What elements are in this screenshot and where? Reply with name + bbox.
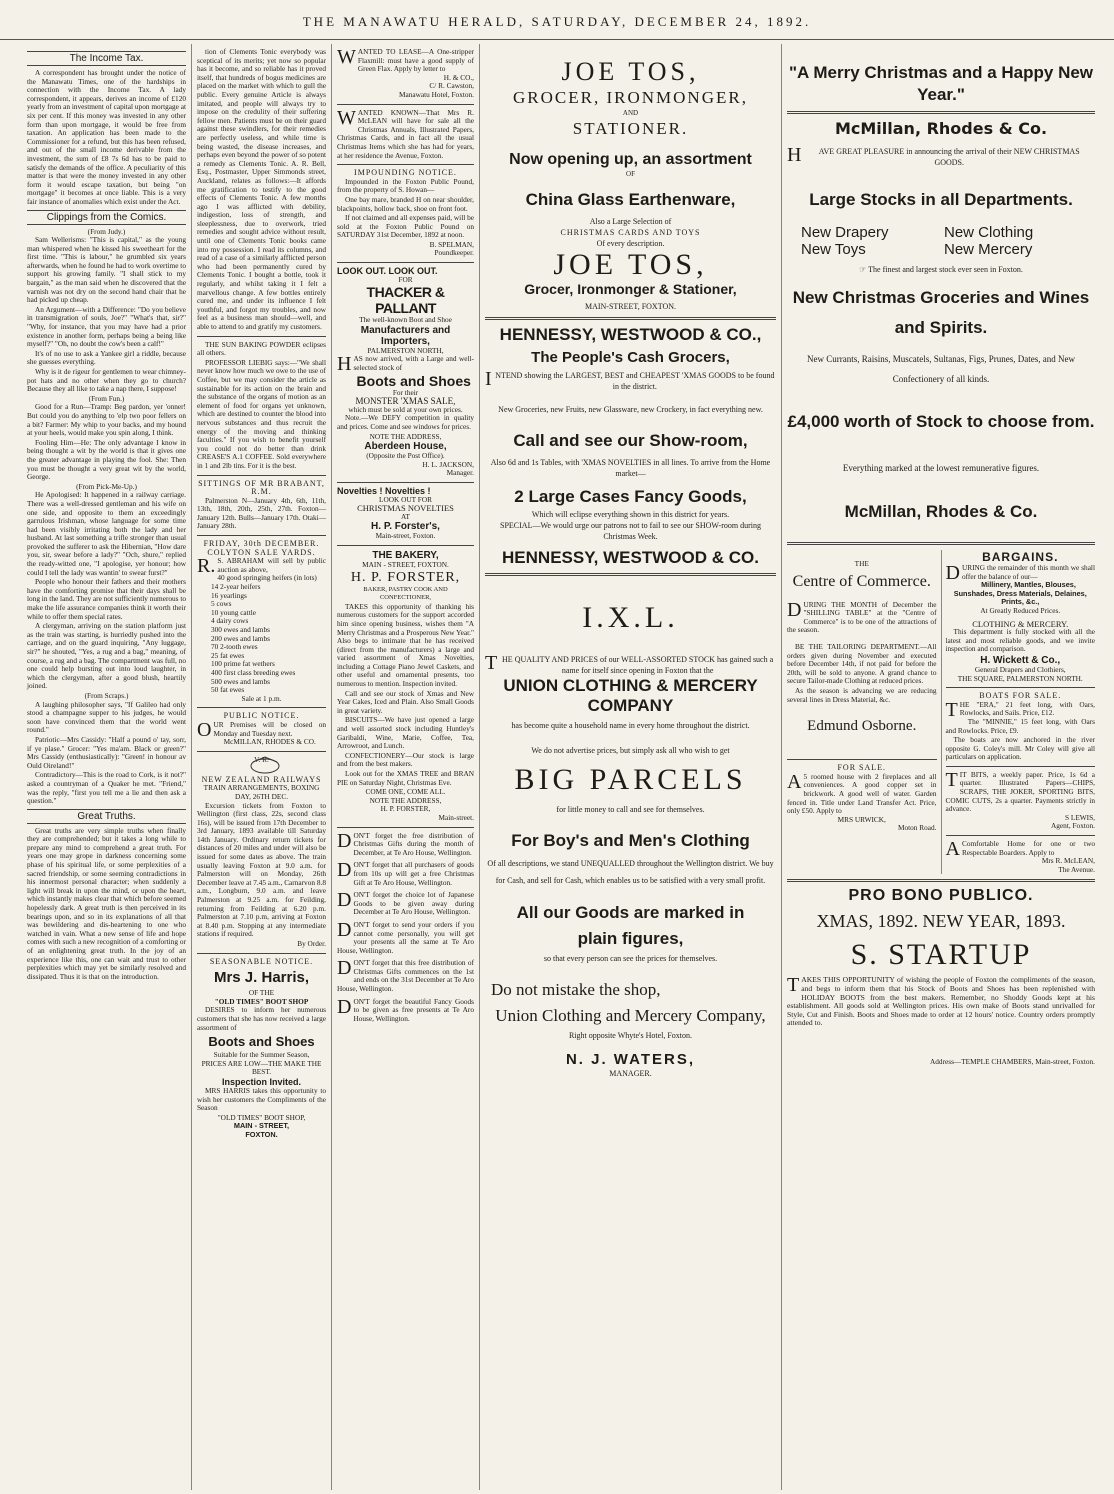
every-description: Of every description. [596, 239, 665, 248]
joe-tos-address: MAIN-STREET, FOXTON. [584, 302, 677, 311]
income-tax-title: The Income Tax. [27, 51, 186, 66]
forster-body: TAKES this opportunity of thanking his numerous customers for the support accorded him since opening business, wishes them "A Merry Christmas and a Prosperous New Year." Also begs to intimate that he has received (direct from the manufacturers) a large and varied assortment of Xmas Novelties, including a Cottage Piano Jewel Caskets, and other useful and ornamental presents, too numerous to mention. Inspection invited. Call and see our stock of Xmas and New Year Cakes, Iced and Plain. Also Small Goods in great variety. BISCUITS—We have just opened a large and well assorted stock including Huntley's Garibaldi, Wine, Marie, Coffee, Tea, Arrowroot, and Lunch. CONFECTIONERY—Our stock is large and from the best makers. Look out for the XMAS TREE and BRAN PIE on Saturday Night, Christmas Eve. [337, 601, 474, 787]
forster-name-2: H. P. FORSTER, [380, 804, 431, 814]
sale-date: FRIDAY, 30th DECEMBER. [203, 539, 320, 549]
column-2 [192, 44, 332, 1490]
mrs-urwick: MRS URWICK, [837, 814, 886, 824]
christmas-cards-toys: CHRISTMAS CARDS AND TOYS [560, 228, 701, 237]
look-out-for: FOR [398, 274, 413, 284]
mcmillan-title: McMillan, Rhodes & Co. [834, 119, 1048, 138]
clothing-body: This department is fully stocked with all the latest and most reliable goods, and we invite inspection and comparison. [945, 627, 1095, 654]
railways-subtitle: TRAIN ARRANGEMENTS, BOXING DAY, 26TH DEC. [203, 783, 320, 801]
wanted-lease-signature: H. & CO., C/ R. Cawston, Manawatu Hotel, Foxton. [399, 72, 474, 99]
stock-list: 40 good springing heifers (in lots) 14 2-year heifers 16 yearlings 5 cows 10 young cattle 4 dairy cows 300 ewes and lambs 200 ewes and lambs 70 2-tooth ewes 25 fat ewes 100 prime fat wethers 400 first class breeding ewes 500 ewes and lambs 50 fat ewes [211, 573, 317, 695]
boats-title: BOATS FOR SALE. [979, 691, 1062, 701]
railways-by-order: By Order. [297, 939, 326, 948]
grocer-ironmonger-2: Grocer, Ironmonger & Stationer, [524, 281, 737, 297]
edmund-osborne: Edmund Osborne. [807, 718, 917, 735]
right-opposite: Right opposite Whyte's Hotel, Foxton. [568, 1031, 693, 1040]
bakery-title: THE BAKERY, [372, 549, 439, 561]
clements-tonic-ad: tion of Clements Tonic everybody was sceptical of its merits; yet now so popular has it become, and so reliable has it proved itself, that hundreds of bogus medicines are placed on the market with which to gull the public. Every genuine Article is always imitated, and people will always try to impose on the credulity of their suffering fellow men. Patients must be on their guard against these swindlers, for their remedies are perfectly useless, and while time is being wasted, the disease increases, and perhaps even beyond the power of so potent a remedy as Clements Tonic. A. R. Bell, Esq., Postmaster, Upper Simmonds street, Auckland, relates as follows:—It affords me gratification to testify to the good effects of Clements Tonic. A few months ago I was afflicted with debility, indigestion, loss of strength, and sleeplessness, due to overwork, tried remedies and sought advice without result, until one of Clements Tonic books came into my possession. I read its columns, and read of a case of a similarly afflicted person who had been permanently cured by Clements Tonic. I bought a bottle, took it regularly, and whilst taking it I felt a marvellous change. A few bottles entirely cured me, and under its influence I felt youthful, and forgot my troubles, and now feel as a business man should—well, and able to attend to and gratify my customers. [197, 47, 326, 331]
china-glass: China Glass Earthenware, [525, 190, 736, 209]
te-aro-ad: DON'T forget the free distribution of Christmas Gifts during the month of December, at Te Aro House, Wellington. [337, 829, 474, 857]
jackson-signature: H. L. JACKSON, Manager. [422, 459, 474, 478]
thacker-monster-sale: MONSTER 'XMAS SALE, [355, 396, 456, 407]
ixl-quality: THE QUALITY AND PRICES of our WELL-ASSORTED STOCK has gained such a name for itself since opening in Foxton that the [485, 652, 774, 675]
seasonable-notice: SEASONABLE NOTICE. [209, 956, 314, 966]
little-money: for little money to call and see for themselves. [556, 805, 705, 814]
union-company-2: Union Clothing and Mercery Company, [495, 1006, 766, 1025]
four-thousand-stock: £4,000 worth of Stock to choose from. [787, 412, 1095, 431]
te-aro-ad: DON'T forget the beautiful Fancy Goods to be given as free presents at Te Aro House, Wellington. [337, 995, 474, 1023]
prices-low: PRICES ARE LOW—THE MAKE THE BEST. [201, 1058, 322, 1077]
royal-crest: V. R. [197, 756, 326, 776]
old-times-shop-2: "OLD TIMES" BOOT SHOP, [217, 1112, 306, 1122]
lewis-signature: S LEWIS, Agent, Foxton. [1051, 812, 1095, 831]
thacker-body: HAS now arrived, with a Large and well-selected stock of [337, 353, 474, 376]
stationer: STATIONER. [572, 119, 689, 138]
novelties-heading: Novelties ! Novelties ! [337, 485, 431, 496]
wanted-known-ad: WANTED KNOWN—That Mrs R. McLEAN will have for sale all the Christmas Annuals, Illustrated Papers, Christmas Cards, and in fact all the usual Christmas Items which she has had for years, at her residence the Avenue, Foxton. [337, 106, 474, 160]
joe-tos-title: JOE TOS, [561, 57, 700, 86]
the-square: THE SQUARE, PALMERSTON NORTH. [957, 673, 1083, 683]
te-aro-ad: DON'T forget the choice lot of Japanese Goods to be given away during December at Te Aro House, Wellington. [337, 889, 474, 917]
te-aro-ad: DON'T forget that all purchasers of goods from 10s up will get a free Christmas Gift at Te Aro House, Wellington. [337, 859, 474, 887]
peoples-cash-grocers: The People's Cash Grocers, [531, 349, 730, 366]
wanted-lease-ad: WANTED TO LEASE—A One-stripper Flaxmill: must have a good supply of Green Flax. Apply by letter to [337, 46, 474, 74]
no-advertise: We do not advertise prices, but simply ask all who wish to get [531, 746, 730, 755]
startup-address: Address—TEMPLE CHAMBERS, Main-street, Foxton. [930, 1056, 1095, 1066]
income-tax-article: A correspondent has brought under the notice of the Manawatu Times, one of the hardships in connection with the Income Tax. A lady correspondent, it appears, derives an income of £120 yearly from an investment of capital upon mortgage at six per cent. If this money was invested in any other form than upon mortgage, it would be free from taxation. An application has been made to the Commissioner for a refund, but this has been refused, and out of the small income derivable from the investment, the sum of £8 7s 6d has to be paid to satisfy the demands of the office. A peculiarity of this matter is that were the money invested in any other form it would escape taxation, but being "on mortgage" it becomes at once liable. This is a very fair instance of anomalies which exist under the Act. [27, 68, 186, 206]
harris-street: MAIN - STREET, [233, 1121, 290, 1131]
source-judy: (From Judy.) [87, 226, 126, 236]
great-truths-article: Great truths are very simple truths when finally they are comprehended; but it takes a long while to prepare any mind to comprehend a great truth. For years one may grope in darkness concerning some phase of his spiritual life, or some perplexities of a sacred friendship, or some seeming contradictions in his innermost personal character; when suddenly a light will break in upon the mind, or upon the heart, which instantly makes clear that which before seemed hopelessly dark. A great truth is then perceived in its bearings upon, and so in its explanations of all that was bewildering and dis-heartening to one who watched in vain. What a new sense of life and hope comes with such a new recognition of a comforting or of an enlightening great truth. In the joy of an experience like this, one can wait and trust to other perplexities which may yet be similarly resolved and dissipated. Thus it is that on the introduction. [27, 825, 186, 981]
moton-road: Moton Road. [897, 823, 937, 833]
waters-manager: MANAGER. [609, 1069, 652, 1078]
look-out-for-2: LOOK OUT FOR [379, 494, 432, 504]
new-clothing: New Clothing [944, 224, 1034, 241]
colyton-sale-yards: COLYTON SALE YARDS. [207, 547, 316, 557]
column-5 [782, 44, 1100, 1490]
aberdeen-opposite: (Opposite the Post Office). [366, 451, 445, 461]
comics-article: Sam Wellerisms: "This is capital," as the young man whispered when he kissed his sweetheart for the first time. "This is labour," he grumbled six years afterwards, when he found he had to work overtime to support his growing family. "I shall stick to my bargain," as the man said when he discovered that the varnish was not dry on the second hand chair that he had picked up cheap. An Argument—with a Difference: "Do you believe in transmigration of souls, Joe?" "What's that, sir?" "Why, for instance, that you may have had a prior existence in another form, perhaps being a being like myself?" "Oh, no doubt the cow's been a calf!" It's of no use to ask a Yankee girl a riddle, because she guesses everything. Why is it de rigeur for gentlemen to wear chimney-pot hats and no other when they go to church? Because they all like to take a nap there, I suppose! (From Fun.) Good for a Run—Tramp: Beg pardon, yer 'onner! But could you do anything to 'elp two poor fellers on a bit? Farmer: My whip to your backs, and my hound at your heels, would make you spin along, I think. Fooling Him—He: The only advantage I know in being thought a wit by the world is that it gives one the greater advantage in playing the fool. She: Then you must be thought a very great wit by the world, George. (From Pick-Me-Up.) He Apologised: It happened in a railway carriage. There was a well-dressed gentleman and his wife on one side, and opposite to them an exceedingly garrulous Irishman, whose language for some time had been visibly irritating both the lady and her husband. At last something a trifle stronger than usual provoked the sufferer to ask the Hibernian, "How dare you, sir, swear before a lady?" "Och, shure," replied the ready-witted one, "I apologise, yer honour; how could I tell the lady was wantin' to swear furst?" People who honour their fathers and their mothers have the comforting promise that their days shall be long in the land. They are not sufficiently numerous to make the life assurance companies think it worth their while to offer them special rates. A clergyman, arriving on the station platform just as the train was starting, is hurriedly pushed into the carriage, and on the guard inquiring, "Any luggage, sir?" he shouted, "Yes, a rug and a bag," meaning, of course, a rug and a bag. The compartment was full, no one could help bursting out into loud laughter, in which the clergyman, after a good blush, heartily joined. (From Scraps.) A laughing philosopher says, "If Galileo had only stood a champagne supper to his judges, he would soon have convinced them that the world went round." Patriotic—Mrs Cassidy: "Half a pound o' tay, sorr, if ye plase." Grocer: "Yes ma'am. Black or green?" Mrs Cassidy (enthusiastically): "Green! in honour av Ould Oireland!" Contradictory—This is the road to Cork, is it not?" asked a countryman of a Quaker he met. "Friend," was the reply, "first you tell me a lie and then ask a question." [27, 235, 187, 806]
bargains-title: BARGAINS. [982, 550, 1059, 564]
special-notice: SPECIAL—We would urge our patrons not to fail to see our SHOW-room during Christmas Week. [500, 521, 761, 541]
comics-title: Clippings from the Comics. [27, 210, 186, 225]
household-name: has become quite a household name in every home throughout the district. [511, 721, 750, 730]
grocer-ironmonger: GROCER, IRONMONGER, [513, 88, 748, 107]
aberdeen-house: Aberdeen House, [364, 441, 447, 453]
wickett: H. Wickett & Co., [980, 654, 1061, 666]
crest-icon [247, 756, 283, 774]
and-word: AND [622, 109, 639, 117]
mcmillan-title-2: McMillan, Rhodes & Co. [844, 502, 1038, 521]
all-descriptions: Of all descriptions, we stand UNEQUALLED throughout the Wellington district. We buy for Cash, and sell for Cash, which enables us to be satisfied with a very small profit. [487, 859, 774, 885]
bakery-address: MAIN - STREET, FOXTON. [362, 559, 449, 569]
mclean-signature: Mrs R. McLEAN, The Avenue. [1041, 856, 1095, 874]
liebig-coffee-ad: PROFESSOR LIEBIG says:—"We shall never know how much we owe to the use of Coffee, but we may consider the article as sustainable for its action on the brain and the substance of the organs of motion as an element of food for organs yet unknown, which are destined to counter the blood into nervous substances and thus recruit the energy of the moving and thinking faculties." If you wish to benefit yourself you could not do better than drink CREASE'S A.1 COFFEE. Sold everywhere in 1 and 2lb tins. For it is the best. [197, 357, 326, 470]
merry-christmas: "A Merry Christmas and a Happy New Year." [788, 63, 1094, 104]
plain-figures: plain figures, [577, 929, 684, 948]
impounding-title: IMPOUNDING NOTICE. [354, 168, 457, 178]
thacker-pallant: THACKER & PALLANT [366, 284, 445, 317]
eclipse-everything: Which will eclipse everything shown in this district for years. [531, 510, 730, 519]
harris-body-2: MRS HARRIS takes this opportunity to wish her customers the Compliments of the Season [197, 1085, 326, 1113]
reduced-prices: At Greatly Reduced Prices. [980, 605, 1061, 615]
call-see-showroom: Call and see our Show-room, [513, 431, 748, 450]
departments [787, 224, 1095, 258]
masthead: THE MANAWATU HERALD, SATURDAY, DECEMBER 24, 1892. [0, 0, 1114, 40]
boys-mens-clothing: For Boy's and Men's Clothing [511, 831, 750, 850]
big-parcels: BIG PARCELS [514, 763, 747, 796]
sun-baking-powder-ad: THE SUN BAKING POWDER eclipses all others. [197, 339, 326, 358]
sale-time: Sale at 1 p.m. [241, 693, 282, 703]
public-notice-title: PUBLIC NOTICE. [223, 711, 300, 721]
marked-in: All our Goods are marked in [516, 903, 745, 922]
lowest-figures: Everything marked at the lowest remunerative figures. [842, 463, 1040, 473]
new-christmas-groceries: New Christmas Groceries and Wines and Spirits. [792, 288, 1090, 337]
union-clothing-title: UNION CLOTHING & MERCERY [503, 676, 758, 695]
have-great-pleasure: HAVE GREAT PLEASURE in announcing the arrival of their NEW CHRISTMAS GOODS. [787, 144, 1080, 167]
column-3 [332, 44, 480, 1490]
inspection-invited: Inspection Invited. [221, 1076, 301, 1087]
hennessy-title-2: HENNESSY, WESTWOOD & CO. [502, 548, 759, 567]
harris-body: DESIRES to inform her numerous customers that she has now received a large assortment of [197, 1005, 326, 1032]
forster-note-address: NOTE THE ADDRESS, [369, 795, 442, 805]
waters-name: N. J. WATERS, [565, 1051, 696, 1068]
bottom-ads [787, 550, 1095, 874]
new-toys: New Toys [801, 241, 866, 258]
startup-name: S. STARTUP [850, 938, 1032, 972]
great-truths-title: Great Truths. [27, 809, 186, 824]
harris-name: Mrs J. Harris, [213, 969, 310, 987]
of-word: OF [626, 170, 635, 178]
mcmillan-signature: McMILLAN, RHODES & CO. [223, 737, 316, 747]
new-drapery: New Drapery [801, 224, 889, 241]
centre-of-commerce: Centre of Commerce. [792, 572, 931, 590]
of-the: OF THE [248, 988, 275, 998]
general-drapers: General Drapers and Clothiers, [974, 664, 1066, 674]
ixl-title: I.X.L. [582, 601, 679, 634]
clothing-mercery: CLOTHING & MERCERY. [972, 618, 1069, 629]
railways-body: Excursion tickets from Foxton to Wellington (first class, 22s, second class 16s), will be issued from 17th December to 3rd January, 1893 available till Saturday 14th January. Ordinary return tickets for distances of 20 miles and under will also be issued for some dates as above. The train usually leaving Foxton at 9.0 a.m. for Palmerston will on Monday, 26th December leave at 7.45 a.m., Carnarvon 8.8 a.m., Longburn, 9.0 a.m. and leave Palmerston at 9.25 a.m. for Feilding, returning from Feilding at 6.20 p.m. Palmerston at 7.10 p.m, arriving at Foxton at 8.40 p.m. Stopping at any intermediate stations if required. [197, 800, 326, 939]
comfortable-home: AComfortable Home for one or two Respectable Boarders. Apply to [945, 838, 1095, 861]
tailoring-department: BE THE TAILORING DEPARTMENT.—All orders given during November and executed before December 14th, if not paid for before the 20th, will be sold to anyone. A grand chance to secure Tailor-made Clothing at reduced prices. As the season is advancing we are reducing several lines in Dress Material, &c. [787, 641, 937, 704]
thacker-note-address: NOTE THE ADDRESS, [369, 431, 442, 441]
shilling-table: DURING THE MONTH of December the "SHILLING TABLE" at the "Centre of Commerce" is to be one of the attractions of the season. [787, 598, 937, 635]
boots-shoes-heading: Boots and Shoes [208, 1034, 315, 1050]
the-word: THE [854, 559, 869, 568]
impounding-body: Impounded in the Foxton Public Pound, from the property of S. Howan— One bay mare, branded H on near shoulder, blackpoints, hollow back, shoe on front foot. If not claimed and all expenses paid, will be sold at the Foxton Public Pound on SATURDAY 31st December, 1892 at noon. B. SPELMAN, Poundkeeper. [337, 176, 474, 258]
thacker-palmerston: PALMERSTON NORTH, [367, 345, 444, 355]
sittings-body: Palmerston N—January 4th, 6th, 11th, 13th, 18th, 20th, 25th, 27th. Foxton—January 12th. Bulls—January 17th. Otaki—January 28th. [197, 495, 326, 531]
thacker-for-their: For their [392, 387, 419, 397]
thacker-sold: which must be sold at your own prices. [348, 404, 463, 414]
do-not-mistake: Do not mistake the shop, [491, 980, 661, 999]
te-aro-ad: DON'T forget that this free distribution of Christmas Gifts commences on the 1st and ends on the 31st December at Te Aro House, Wellington. [337, 957, 474, 994]
now-opening: Now opening up, an assortment [509, 151, 752, 168]
tit-bits: TIT BITS, a weekly paper. Price, 1s 6d a quarter. Illustrated Papers—CHIPS, SCRAPS, THE JOKER, SPORTING BITS, COMIC CUTS, 2s a quarter. Payments strictly in advance. [945, 768, 1095, 814]
summer-season: Suitable for the Summer Season, [213, 1050, 310, 1060]
also-tables: Also 6d and 1s Tables, with 'XMAS NOVELTIES in all lines. To arrive from the Home market— [490, 458, 771, 478]
company-word: COMPANY [587, 696, 674, 715]
look-out-heading: LOOK OUT. LOOK OUT. [337, 266, 438, 277]
forster-shop: H. P. Forster's, [371, 521, 440, 533]
new-groceries: New Groceries, new Fruits, new Glassware, new Crockery, in fact everything new. [498, 405, 763, 414]
hennessy-title: HENNESSY, WESTWOOD & CO., [499, 325, 762, 344]
for-sale-title: FOR SALE. [837, 763, 887, 773]
te-aro-ad: DON'T forget to send your orders if you cannot come personally, you will get your presents all the same at Te Aro House, Wellington. [337, 918, 474, 955]
xmas-new-year: XMAS, 1892. NEW YEAR, 1893. [816, 911, 1066, 932]
christmas-novelties: CHRISTMAS NOVELTIES [357, 503, 454, 514]
public-notice-body: OUR Premises will be closed on Monday and Tuesday next. [197, 718, 326, 741]
sittings-title: SITTINGS OF MR BRABANT, R.M. [198, 478, 325, 497]
harris-town: FOXTON. [245, 1129, 278, 1139]
bargains-column [946, 550, 1096, 874]
large-stocks: Large Stocks in all Departments. [809, 190, 1073, 209]
millinery: Millinery, Mantles, Blouses, Sunshades, Dress Materials, Delaines, Prints, &c., [953, 580, 1087, 607]
forster-street-2: Main-street. [438, 812, 474, 822]
old-times-shop: "OLD TIMES" BOOT SHOP [214, 996, 309, 1006]
bargains-body: DURING the remainder of this month we shall offer the balance of our— [945, 562, 1095, 584]
column-4 [480, 44, 782, 1490]
startup-body: TAKES THIS OPPORTUNITY of wishing the people of Foxton the compliments of the season, and begs to inform them that his Stock of Boots and Shoes has been replenished with HOLIDAY BOOTS from the best makers. Remember, no Shoddy Goods kept at his establishment. All goods sold at Wellington prices. His own make of Boots stand unrivalled for Style, Cut and Finish. Boots and Shoes made to order at 12 hours' notice. Country orders promptly attended to. [787, 974, 1095, 1028]
forster-trade: BAKER, PASTRY COOK AND CONFECTIONER, [363, 585, 448, 602]
currants-raisins: New Currants, Raisins, Muscatels, Sultanas, Figs, Prunes, Dates, and New Confectionery of all kinds. [807, 354, 1075, 384]
te-aro-ads [337, 829, 474, 1024]
for-sale-body: A5 roomed house with 2 fireplaces and all conveniences. A good copper set in brickwork. A good well of water. Garden fenced in. Title under Land Transfer Act. Price, only £50. Apply to [787, 770, 937, 816]
column-1 [22, 44, 192, 1490]
pointing-hand-icon: ☞ [859, 265, 867, 274]
osborne-column [787, 550, 942, 874]
forster-street: Main-street, Foxton. [375, 531, 436, 541]
joe-tos-title-2: JOE TOS, [553, 248, 708, 281]
new-mercery: New Mercery [944, 241, 1033, 258]
thacker-wellknown: The well-known Boot and Shoe [359, 315, 452, 325]
pro-bono-publico: PRO BONO PUBLICO. [848, 887, 1034, 905]
boat-era: THE "ERA," 21 feet long, with Oars, Rowlocks, and Sails. Price, £12. [945, 698, 1095, 721]
novelties-at: AT [401, 511, 410, 521]
abraham-auction: R.S. ABRAHAM will sell by public auction as above, [197, 555, 326, 578]
boat-minnie: The "MINNIE," 15 feet long, with Oars and Rowlocks. Price, £9. The boats are now anchored in the river opposite G. Coley's mill. Mr Coley will give all particulars on application. [945, 716, 1095, 762]
come-one: COME ONE, COME ALL. [365, 787, 446, 797]
also-selection: Also a Large Selection of [589, 217, 672, 226]
thacker-manufacturers: Manufacturers and Importers, [360, 324, 451, 347]
forster-name: H. P. FORSTER, [350, 569, 461, 585]
hennessy-intend: INTEND showing the LARGEST, BEST and CHEAPEST 'XMAS GOODS to be found in the district. [485, 368, 775, 391]
two-large-cases: 2 Large Cases Fancy Goods, [514, 487, 747, 506]
thacker-note: Note.—We DEFY competition in quality and prices. Come and see windows for prices. [337, 413, 474, 431]
thacker-boots-shoes: Boots and Shoes [356, 372, 471, 389]
so-that: so that every person can see the prices for themselves. [543, 954, 718, 963]
finest-stock: ☞ The finest and largest stock ever seen in Foxton. [859, 265, 1023, 274]
railways-title: NEW ZEALAND RAILWAYS [201, 774, 322, 784]
